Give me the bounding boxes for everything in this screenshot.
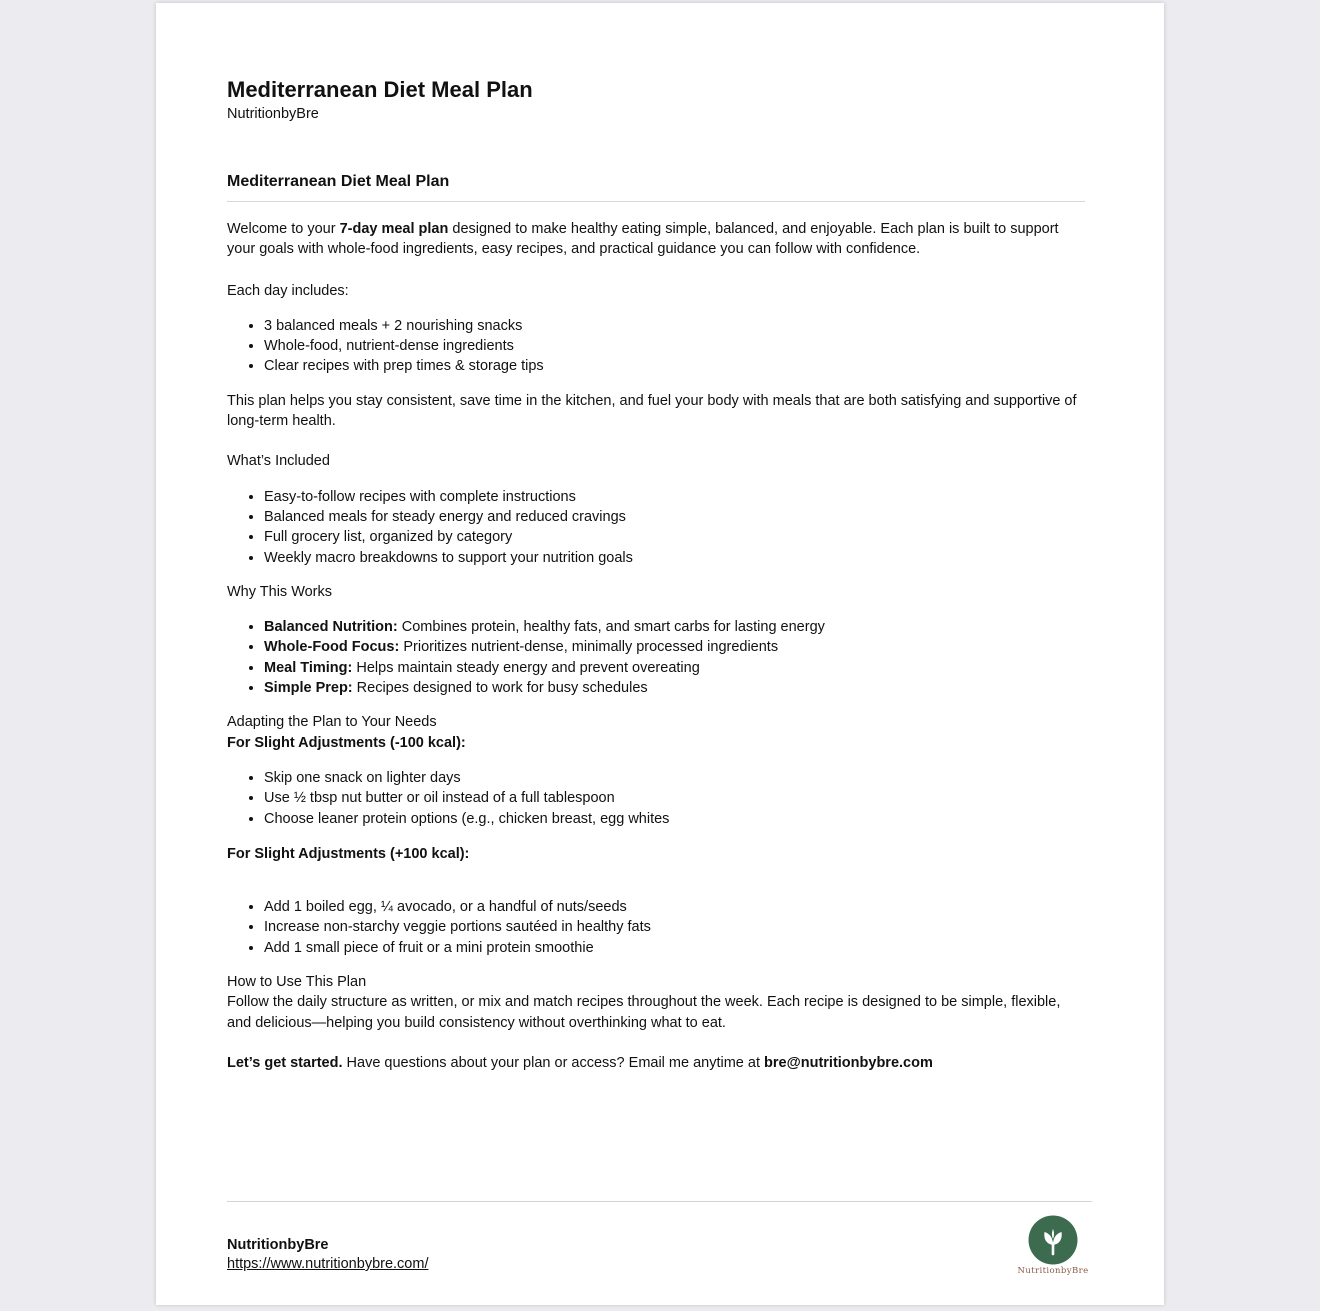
footer-divider	[227, 1201, 1092, 1202]
list-item	[264, 658, 1087, 678]
list-item: • Weekly macro breakdowns to support your nutrition goals	[264, 548, 1087, 568]
adapt-minus-list	[227, 768, 1087, 829]
list-item: • Add 1 boiled egg, ¼ avocado, or a handful of nuts/seeds	[264, 897, 1087, 917]
closing-paragraph	[227, 1053, 1087, 1073]
why-term: Whole-Food Focus:	[264, 639, 400, 656]
adapt-label: Adapting the Plan to Your Needs	[227, 714, 437, 731]
why-desc: Combines protein, healthy fats, and smart carbs for lasting energy	[397, 619, 825, 636]
document-title: Mediterranean Diet Meal Plan	[227, 77, 533, 102]
list-item: • Whole-food, nutrient-dense ingredients	[264, 336, 1087, 356]
daily-list	[227, 316, 1087, 377]
why-desc: Helps maintain steady energy and prevent overeating	[352, 659, 700, 676]
why-list	[227, 617, 1087, 698]
why-desc: Prioritizes nutrient-dense, minimally processed ingredients	[399, 639, 779, 656]
contact-email: bre@nutritionbybre.com	[764, 1054, 933, 1071]
daily-label: Each day includes:	[227, 282, 349, 299]
list-item: • 3 balanced meals + 2 nourishing snacks	[264, 316, 1087, 336]
document-content	[227, 76, 1087, 1073]
footer-brand: NutritionbyBre	[227, 1237, 329, 1253]
included-list	[227, 487, 1087, 568]
closing-text: Have questions about your plan or access? Email me anytime at	[342, 1054, 765, 1071]
list-item: • Full grocery list, organized by category	[264, 527, 1087, 547]
list-item: • Clear recipes with prep times & storage tips	[264, 356, 1087, 376]
list-item: • Increase non-starchy veggie portions sautéed in healthy fats	[264, 917, 1087, 937]
intro-pre: Welcome to your	[227, 221, 340, 237]
included-label: What’s Included	[227, 453, 330, 470]
adapt-plus-heading	[227, 844, 1087, 864]
list-item: • Easy-to-follow recipes with complete instructions	[264, 487, 1087, 507]
list-item	[264, 678, 1087, 698]
list-item	[264, 637, 1087, 657]
how-paragraph: Follow the daily structure as written, or mix and match recipes throughout the week. Each recipe is designed to be simple, flexible, and delicious—helping you build consistency without overthinking what to eat.	[227, 994, 1061, 1031]
list-item: • Choose leaner protein options (e.g., chicken breast, egg whites	[264, 809, 1087, 829]
consistency-paragraph: This plan helps you stay consistent, save time in the kitchen, and fuel your body with meals that are both satisfying and supportive of long-term health.	[227, 392, 1077, 430]
intro-post: designed to make healthy eating simple, balanced, and enjoyable. Each plan is built to support your goals with whole-food ingredients, easy recipes, and practical guidance you can follow with confidence.	[227, 221, 1059, 258]
why-term: Balanced Nutrition:	[264, 619, 398, 636]
adapt-minus-heading-text: For Slight Adjustments (-100 kcal):	[227, 734, 466, 751]
section-title: Mediterranean Diet Meal Plan	[227, 171, 1085, 202]
brand-logo	[1012, 1213, 1094, 1279]
adapt-minus-heading	[227, 733, 1087, 753]
intro-paragraph	[227, 219, 1087, 260]
sprout-icon	[1012, 1213, 1094, 1265]
adapt-plus-list	[227, 897, 1087, 958]
document-author: NutritionbyBre	[227, 106, 319, 122]
footer-website-link[interactable]: https://www.nutritionbybre.com/	[227, 1256, 429, 1272]
how-label: How to Use This Plan	[227, 974, 367, 991]
why-label: Why This Works	[227, 583, 333, 600]
document-page	[156, 3, 1164, 1305]
intro-bold: 7-day meal plan	[339, 221, 449, 237]
why-term: Simple Prep:	[264, 680, 353, 697]
list-item: • Use ½ tbsp nut butter or oil instead of a full tablespoon	[264, 788, 1087, 808]
why-desc: Recipes designed to work for busy schedules	[352, 680, 648, 697]
why-term: Meal Timing:	[264, 659, 353, 676]
logo-wordmark: NutritionbyBre	[1017, 1266, 1089, 1276]
adapt-plus-heading-text: For Slight Adjustments (+100 kcal):	[227, 845, 470, 862]
list-item: • Add 1 small piece of fruit or a mini protein smoothie	[264, 938, 1087, 958]
closing-bold: Let’s get started.	[227, 1054, 343, 1071]
list-item	[264, 617, 1087, 637]
list-item: • Skip one snack on lighter days	[264, 768, 1087, 788]
list-item: • Balanced meals for steady energy and reduced cravings	[264, 507, 1087, 527]
